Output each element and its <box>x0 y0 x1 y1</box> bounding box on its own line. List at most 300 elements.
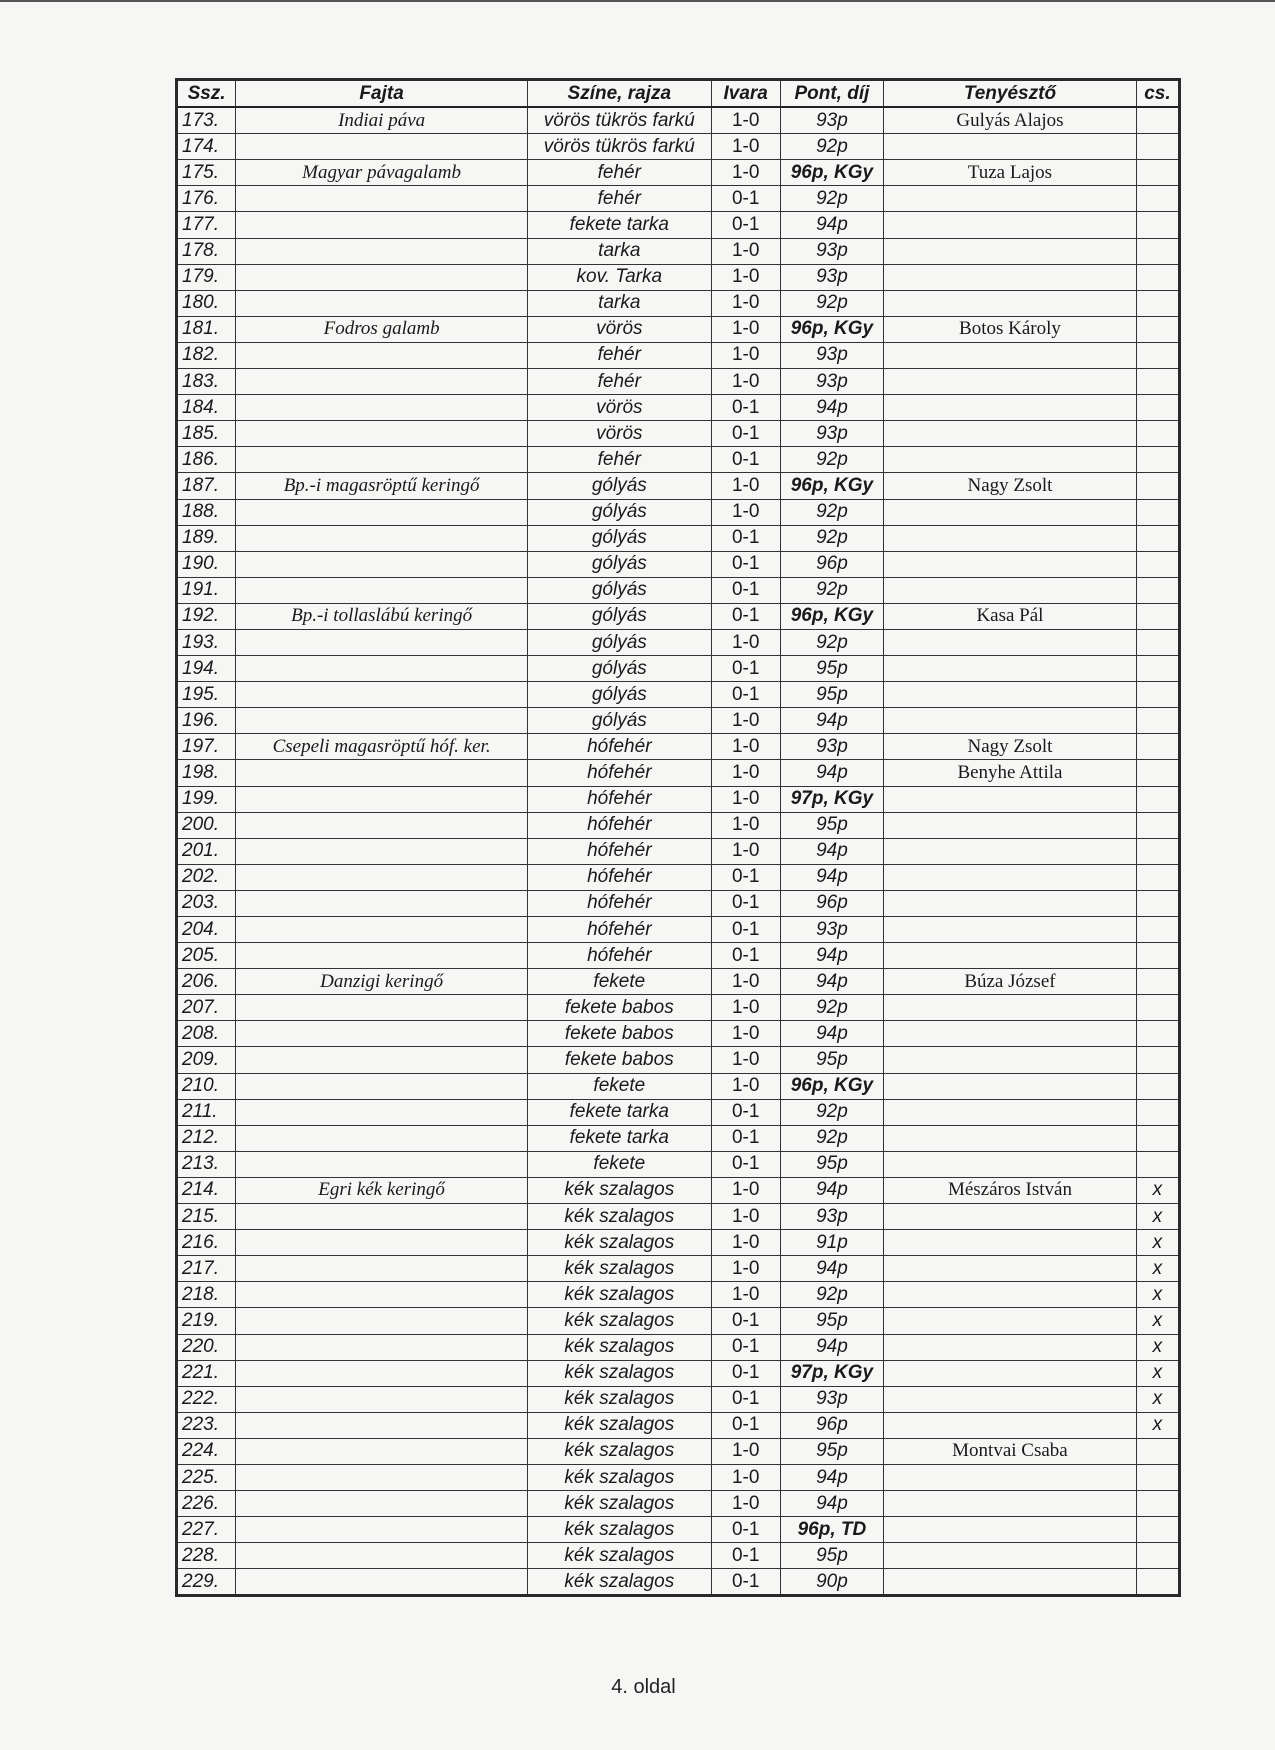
cell-ssz: 227. <box>177 1517 236 1543</box>
cell-ssz: 190. <box>177 551 236 577</box>
cell-tenyeszto <box>884 1360 1137 1386</box>
cell-ssz: 180. <box>177 290 236 316</box>
table-row <box>177 525 1180 551</box>
cell-cs: x <box>1136 1360 1179 1386</box>
cell-fajta <box>236 864 528 890</box>
cell-pont: 92p <box>780 447 883 473</box>
cell-szine: vörös <box>528 395 712 421</box>
cell-ivara: 1-0 <box>711 499 780 525</box>
cell-ivara: 1-0 <box>711 1464 780 1490</box>
cell-cs <box>1136 186 1179 212</box>
cell-tenyeszto: Montvai Csaba <box>884 1438 1137 1464</box>
cell-cs <box>1136 890 1179 916</box>
cell-pont: 94p <box>780 1464 883 1490</box>
cell-ivara: 0-1 <box>711 1308 780 1334</box>
cell-ivara: 1-0 <box>711 473 780 499</box>
cell-fajta <box>236 890 528 916</box>
cell-pont: 97p, KGy <box>780 1360 883 1386</box>
cell-tenyeszto: Tuza Lajos <box>884 160 1137 186</box>
cell-ivara: 1-0 <box>711 1021 780 1047</box>
cell-cs <box>1136 656 1179 682</box>
cell-ssz: 174. <box>177 134 236 160</box>
cell-cs: x <box>1136 1308 1179 1334</box>
table-row <box>177 551 1180 577</box>
table-row <box>177 734 1180 760</box>
table-row <box>177 290 1180 316</box>
table-row <box>177 656 1180 682</box>
cell-ssz: 200. <box>177 812 236 838</box>
cell-fajta: Magyar pávagalamb <box>236 160 528 186</box>
cell-pont: 94p <box>780 1491 883 1517</box>
cell-ssz: 206. <box>177 969 236 995</box>
cell-fajta <box>236 1412 528 1438</box>
cell-fajta <box>236 395 528 421</box>
cell-pont: 93p <box>780 421 883 447</box>
cell-szine: fehér <box>528 186 712 212</box>
cell-pont: 92p <box>780 290 883 316</box>
table-row <box>177 264 1180 290</box>
cell-szine: gólyás <box>528 708 712 734</box>
cell-ssz: 177. <box>177 212 236 238</box>
cell-ivara: 0-1 <box>711 1543 780 1569</box>
cell-fajta: Fodros galamb <box>236 316 528 342</box>
cell-ssz: 225. <box>177 1464 236 1490</box>
cell-ivara: 1-0 <box>711 969 780 995</box>
cell-tenyeszto: Nagy Zsolt <box>884 473 1137 499</box>
cell-fajta <box>236 629 528 655</box>
table-row <box>177 864 1180 890</box>
cell-fajta <box>236 1021 528 1047</box>
cell-ssz: 213. <box>177 1151 236 1177</box>
cell-tenyeszto <box>884 1569 1137 1596</box>
cell-pont: 93p <box>780 107 883 134</box>
cell-fajta <box>236 290 528 316</box>
cell-pont: 95p <box>780 1151 883 1177</box>
cell-fajta <box>236 1438 528 1464</box>
cell-ivara: 1-0 <box>711 734 780 760</box>
cell-szine: hófehér <box>528 864 712 890</box>
cell-tenyeszto: Mészáros István <box>884 1177 1137 1203</box>
cell-ssz: 215. <box>177 1204 236 1230</box>
cell-szine: fekete tarka <box>528 1125 712 1151</box>
cell-cs <box>1136 1047 1179 1073</box>
cell-ssz: 176. <box>177 186 236 212</box>
cell-ssz: 194. <box>177 656 236 682</box>
cell-cs <box>1136 682 1179 708</box>
cell-ssz: 207. <box>177 995 236 1021</box>
cell-tenyeszto <box>884 1334 1137 1360</box>
cell-pont: 93p <box>780 734 883 760</box>
cell-szine: gólyás <box>528 603 712 629</box>
cell-fajta <box>236 838 528 864</box>
cell-fajta <box>236 786 528 812</box>
cell-ivara: 1-0 <box>711 264 780 290</box>
cell-pont: 94p <box>780 838 883 864</box>
cell-szine: gólyás <box>528 577 712 603</box>
cell-fajta <box>236 682 528 708</box>
cell-pont: 95p <box>780 1308 883 1334</box>
header-ssz: Ssz. <box>177 80 236 108</box>
cell-fajta <box>236 995 528 1021</box>
cell-szine: hófehér <box>528 760 712 786</box>
cell-cs <box>1136 160 1179 186</box>
cell-pont: 95p <box>780 1438 883 1464</box>
cell-szine: kék szalagos <box>528 1334 712 1360</box>
cell-fajta <box>236 212 528 238</box>
cell-szine: fekete babos <box>528 1021 712 1047</box>
cell-ivara: 0-1 <box>711 1099 780 1125</box>
cell-tenyeszto <box>884 1543 1137 1569</box>
cell-fajta <box>236 656 528 682</box>
cell-ivara: 1-0 <box>711 160 780 186</box>
cell-tenyeszto <box>884 838 1137 864</box>
cell-tenyeszto <box>884 577 1137 603</box>
cell-pont: 96p, TD <box>780 1517 883 1543</box>
cell-pont: 93p <box>780 238 883 264</box>
header-ivara: Ivara <box>711 80 780 108</box>
table-row <box>177 995 1180 1021</box>
cell-szine: hófehér <box>528 890 712 916</box>
cell-pont: 97p, KGy <box>780 786 883 812</box>
table-row <box>177 1256 1180 1282</box>
table-row <box>177 395 1180 421</box>
cell-cs: x <box>1136 1334 1179 1360</box>
cell-cs <box>1136 212 1179 238</box>
cell-szine: gólyás <box>528 473 712 499</box>
cell-cs <box>1136 342 1179 368</box>
cell-ivara: 1-0 <box>711 1047 780 1073</box>
cell-szine: hófehér <box>528 786 712 812</box>
cell-tenyeszto <box>884 708 1137 734</box>
cell-tenyeszto <box>884 342 1137 368</box>
cell-cs <box>1136 786 1179 812</box>
cell-pont: 95p <box>780 682 883 708</box>
table-row <box>177 1464 1180 1490</box>
cell-szine: kék szalagos <box>528 1308 712 1334</box>
cell-fajta <box>236 264 528 290</box>
cell-cs: x <box>1136 1386 1179 1412</box>
table-row <box>177 1282 1180 1308</box>
cell-cs <box>1136 760 1179 786</box>
cell-pont: 95p <box>780 812 883 838</box>
cell-cs <box>1136 525 1179 551</box>
cell-szine: kék szalagos <box>528 1464 712 1490</box>
cell-tenyeszto <box>884 656 1137 682</box>
cell-ssz: 191. <box>177 577 236 603</box>
cell-pont: 92p <box>780 995 883 1021</box>
cell-tenyeszto <box>884 890 1137 916</box>
cell-ivara: 1-0 <box>711 760 780 786</box>
cell-cs: x <box>1136 1256 1179 1282</box>
cell-szine: fehér <box>528 160 712 186</box>
cell-ssz: 204. <box>177 917 236 943</box>
table-body <box>177 107 1180 1596</box>
table-row <box>177 1517 1180 1543</box>
cell-tenyeszto <box>884 864 1137 890</box>
cell-pont: 96p, KGy <box>780 316 883 342</box>
cell-tenyeszto: Kasa Pál <box>884 603 1137 629</box>
cell-pont: 92p <box>780 577 883 603</box>
cell-ivara: 0-1 <box>711 1569 780 1596</box>
cell-ivara: 1-0 <box>711 134 780 160</box>
cell-ivara: 1-0 <box>711 995 780 1021</box>
cell-fajta <box>236 1125 528 1151</box>
cell-pont: 94p <box>780 1177 883 1203</box>
cell-fajta <box>236 1047 528 1073</box>
cell-cs <box>1136 1543 1179 1569</box>
cell-szine: tarka <box>528 238 712 264</box>
table-row <box>177 421 1180 447</box>
header-szine: Színe, rajza <box>528 80 712 108</box>
page-top-edge <box>0 0 1275 2</box>
table-row <box>177 1334 1180 1360</box>
cell-tenyeszto: Nagy Zsolt <box>884 734 1137 760</box>
cell-ssz: 198. <box>177 760 236 786</box>
header-cs: cs. <box>1136 80 1179 108</box>
cell-ivara: 1-0 <box>711 1230 780 1256</box>
cell-tenyeszto <box>884 943 1137 969</box>
cell-tenyeszto <box>884 1491 1137 1517</box>
cell-ivara: 0-1 <box>711 447 780 473</box>
cell-tenyeszto <box>884 212 1137 238</box>
cell-pont: 91p <box>780 1230 883 1256</box>
table-row <box>177 238 1180 264</box>
cell-tenyeszto <box>884 1151 1137 1177</box>
cell-ssz: 214. <box>177 1177 236 1203</box>
cell-cs <box>1136 577 1179 603</box>
cell-ivara: 1-0 <box>711 316 780 342</box>
cell-ssz: 188. <box>177 499 236 525</box>
cell-ivara: 0-1 <box>711 1151 780 1177</box>
cell-pont: 95p <box>780 1543 883 1569</box>
cell-ivara: 0-1 <box>711 212 780 238</box>
cell-fajta <box>236 1099 528 1125</box>
cell-pont: 92p <box>780 1282 883 1308</box>
cell-fajta <box>236 1073 528 1099</box>
cell-ivara: 1-0 <box>711 290 780 316</box>
table-row <box>177 1438 1180 1464</box>
cell-pont: 94p <box>780 212 883 238</box>
cell-cs <box>1136 708 1179 734</box>
table-row <box>177 603 1180 629</box>
header-row <box>177 80 1180 108</box>
cell-ivara: 0-1 <box>711 1386 780 1412</box>
cell-ssz: 175. <box>177 160 236 186</box>
cell-ivara: 0-1 <box>711 1412 780 1438</box>
cell-ssz: 183. <box>177 369 236 395</box>
cell-szine: gólyás <box>528 525 712 551</box>
cell-fajta <box>236 708 528 734</box>
cell-szine: fekete <box>528 1073 712 1099</box>
cell-tenyeszto <box>884 238 1137 264</box>
table-row <box>177 1177 1180 1203</box>
table-row <box>177 786 1180 812</box>
table-row <box>177 369 1180 395</box>
cell-tenyeszto <box>884 421 1137 447</box>
table-row <box>177 1491 1180 1517</box>
header-fajta: Fajta <box>236 80 528 108</box>
cell-ivara: 1-0 <box>711 708 780 734</box>
table-row <box>177 499 1180 525</box>
cell-ivara: 0-1 <box>711 603 780 629</box>
table-row <box>177 577 1180 603</box>
cell-fajta <box>236 1230 528 1256</box>
cell-szine: fehér <box>528 369 712 395</box>
cell-ivara: 0-1 <box>711 917 780 943</box>
table-row <box>177 1151 1180 1177</box>
table-row <box>177 682 1180 708</box>
cell-fajta <box>236 1256 528 1282</box>
cell-ssz: 201. <box>177 838 236 864</box>
cell-ivara: 1-0 <box>711 369 780 395</box>
cell-ssz: 223. <box>177 1412 236 1438</box>
cell-fajta <box>236 1282 528 1308</box>
cell-ivara: 0-1 <box>711 1517 780 1543</box>
cell-ssz: 224. <box>177 1438 236 1464</box>
cell-ssz: 195. <box>177 682 236 708</box>
cell-pont: 92p <box>780 525 883 551</box>
cell-ivara: 0-1 <box>711 395 780 421</box>
cell-fajta <box>236 917 528 943</box>
header-tenyeszto: Tenyésztő <box>884 80 1137 108</box>
cell-ssz: 228. <box>177 1543 236 1569</box>
cell-pont: 92p <box>780 1125 883 1151</box>
table-row <box>177 917 1180 943</box>
cell-fajta <box>236 943 528 969</box>
cell-pont: 92p <box>780 1099 883 1125</box>
cell-ssz: 217. <box>177 1256 236 1282</box>
cell-ivara: 1-0 <box>711 1073 780 1099</box>
cell-tenyeszto <box>884 995 1137 1021</box>
cell-szine: kék szalagos <box>528 1438 712 1464</box>
cell-tenyeszto <box>884 1230 1137 1256</box>
table-row <box>177 342 1180 368</box>
cell-szine: gólyás <box>528 551 712 577</box>
cell-szine: fekete babos <box>528 995 712 1021</box>
cell-ssz: 226. <box>177 1491 236 1517</box>
cell-pont: 94p <box>780 1021 883 1047</box>
cell-szine: fekete babos <box>528 1047 712 1073</box>
cell-pont: 92p <box>780 499 883 525</box>
cell-cs <box>1136 943 1179 969</box>
table-row <box>177 838 1180 864</box>
table-row <box>177 1099 1180 1125</box>
table-row <box>177 160 1180 186</box>
cell-szine: kék szalagos <box>528 1204 712 1230</box>
cell-ssz: 199. <box>177 786 236 812</box>
cell-fajta <box>236 1517 528 1543</box>
cell-pont: 96p, KGy <box>780 160 883 186</box>
cell-tenyeszto <box>884 1282 1137 1308</box>
cell-fajta <box>236 525 528 551</box>
cell-pont: 92p <box>780 134 883 160</box>
cell-ssz: 203. <box>177 890 236 916</box>
cell-fajta <box>236 1204 528 1230</box>
cell-ssz: 202. <box>177 864 236 890</box>
cell-pont: 94p <box>780 1256 883 1282</box>
table-row <box>177 1569 1180 1596</box>
cell-szine: gólyás <box>528 656 712 682</box>
cell-szine: kék szalagos <box>528 1282 712 1308</box>
cell-cs <box>1136 969 1179 995</box>
cell-ssz: 197. <box>177 734 236 760</box>
cell-tenyeszto: Gulyás Alajos <box>884 107 1137 134</box>
cell-fajta <box>236 812 528 838</box>
table-row <box>177 1204 1180 1230</box>
cell-ivara: 0-1 <box>711 186 780 212</box>
cell-ivara: 1-0 <box>711 838 780 864</box>
cell-fajta: Bp.-i magasröptű keringő <box>236 473 528 499</box>
cell-ivara: 1-0 <box>711 1204 780 1230</box>
cell-ivara: 1-0 <box>711 1282 780 1308</box>
cell-tenyeszto <box>884 1412 1137 1438</box>
cell-ssz: 229. <box>177 1569 236 1596</box>
cell-tenyeszto <box>884 499 1137 525</box>
cell-ssz: 186. <box>177 447 236 473</box>
cell-tenyeszto <box>884 682 1137 708</box>
cell-fajta: Indiai páva <box>236 107 528 134</box>
cell-fajta <box>236 186 528 212</box>
cell-cs <box>1136 499 1179 525</box>
cell-ssz: 196. <box>177 708 236 734</box>
cell-tenyeszto <box>884 186 1137 212</box>
cell-szine: kék szalagos <box>528 1517 712 1543</box>
cell-ssz: 178. <box>177 238 236 264</box>
cell-fajta <box>236 1151 528 1177</box>
cell-cs <box>1136 1438 1179 1464</box>
cell-fajta <box>236 577 528 603</box>
cell-tenyeszto <box>884 395 1137 421</box>
cell-fajta <box>236 760 528 786</box>
cell-ssz: 218. <box>177 1282 236 1308</box>
cell-szine: vörös <box>528 316 712 342</box>
cell-ssz: 220. <box>177 1334 236 1360</box>
cell-tenyeszto <box>884 369 1137 395</box>
cell-szine: fekete tarka <box>528 212 712 238</box>
cell-cs <box>1136 1569 1179 1596</box>
cell-tenyeszto <box>884 1386 1137 1412</box>
cell-ivara: 1-0 <box>711 107 780 134</box>
cell-pont: 96p <box>780 551 883 577</box>
cell-pont: 95p <box>780 656 883 682</box>
cell-pont: 94p <box>780 708 883 734</box>
cell-ivara: 0-1 <box>711 682 780 708</box>
cell-cs <box>1136 421 1179 447</box>
cell-ivara: 1-0 <box>711 1491 780 1517</box>
cell-pont: 96p, KGy <box>780 473 883 499</box>
cell-fajta <box>236 1308 528 1334</box>
cell-tenyeszto <box>884 917 1137 943</box>
cell-pont: 90p <box>780 1569 883 1596</box>
cell-cs <box>1136 238 1179 264</box>
table-row <box>177 1360 1180 1386</box>
cell-pont: 93p <box>780 342 883 368</box>
cell-ivara: 0-1 <box>711 1360 780 1386</box>
cell-tenyeszto <box>884 1047 1137 1073</box>
cell-szine: hófehér <box>528 734 712 760</box>
cell-szine: fekete <box>528 1151 712 1177</box>
table-row <box>177 1543 1180 1569</box>
cell-ssz: 187. <box>177 473 236 499</box>
table-row <box>177 708 1180 734</box>
cell-fajta <box>236 238 528 264</box>
table-row <box>177 1073 1180 1099</box>
cell-cs <box>1136 734 1179 760</box>
cell-tenyeszto <box>884 1099 1137 1125</box>
cell-szine: kék szalagos <box>528 1256 712 1282</box>
cell-tenyeszto <box>884 1464 1137 1490</box>
table-row <box>177 134 1180 160</box>
